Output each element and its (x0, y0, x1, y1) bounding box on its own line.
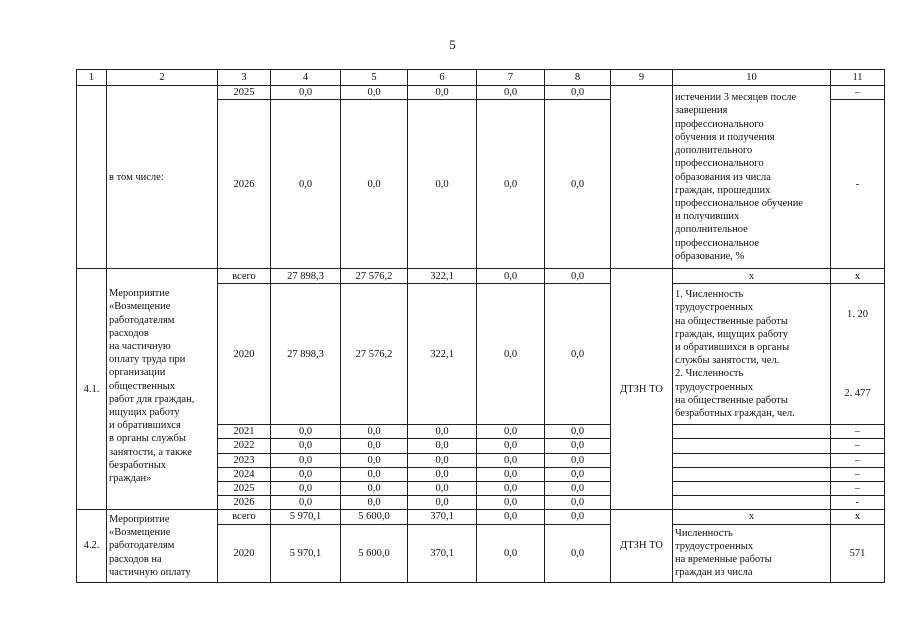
value-cell: 0,0 (477, 425, 545, 439)
year-cell: 2026 (218, 496, 271, 510)
indicator-text: Численность трудоустроенных на временные работы граждан из числа (673, 524, 831, 582)
value-cell: 5 970,1 (271, 524, 341, 582)
value-cell: 0,0 (408, 86, 477, 100)
indicator-text (673, 425, 831, 439)
value-cell: 0,0 (545, 510, 611, 524)
indicator-text: 1. Численность трудоустроенных на общественные работы граждан, ищущих работу и обратившихся в органы службы занятости, чел. 2. Численность трудоустроенных на общественные работы безработных граждан, чел. (673, 284, 831, 425)
indicator-value: – (831, 467, 885, 481)
header-cell: 3 (218, 70, 271, 86)
header-cell: 6 (408, 70, 477, 86)
value-cell: 0,0 (271, 86, 341, 100)
indicator-text (673, 439, 831, 453)
year-cell: 2020 (218, 284, 271, 425)
value-cell: 0,0 (341, 86, 408, 100)
value-cell: 5 600,0 (341, 510, 408, 524)
value-cell: 0,0 (477, 100, 545, 269)
event-description: Мероприятие «Возмещение работодателям расходов на частичную оплату (107, 510, 218, 582)
event-description: в том числе: (107, 86, 218, 269)
header-cell: 10 (673, 70, 831, 86)
year-cell: 2020 (218, 524, 271, 582)
header-cell: 7 (477, 70, 545, 86)
value-cell: 27 576,2 (341, 284, 408, 425)
value-cell: 0,0 (408, 482, 477, 496)
executor-cell: ДТЗН ТО (611, 510, 673, 582)
indicator-text (673, 482, 831, 496)
value-cell: 0,0 (341, 439, 408, 453)
value-cell: 0,0 (477, 439, 545, 453)
indicator-value: - (831, 496, 885, 510)
value-cell: 0,0 (408, 453, 477, 467)
year-cell: 2026 (218, 100, 271, 269)
value-cell: 27 898,3 (271, 284, 341, 425)
row-number-cell: 4.2. (77, 510, 107, 582)
year-cell: 2022 (218, 439, 271, 453)
header-cell: 1 (77, 70, 107, 86)
value-cell: 0,0 (477, 284, 545, 425)
indicator-value: x (831, 269, 885, 284)
year-cell: всего (218, 269, 271, 284)
header-cell: 4 (271, 70, 341, 86)
value-cell: 27 898,3 (271, 269, 341, 284)
value-cell: 0,0 (341, 100, 408, 269)
value-cell: 0,0 (341, 496, 408, 510)
value-cell: 322,1 (408, 284, 477, 425)
value-cell: 0,0 (408, 467, 477, 481)
year-cell: 2024 (218, 467, 271, 481)
value-cell: 0,0 (408, 496, 477, 510)
header-cell: 11 (831, 70, 885, 86)
value-cell: 322,1 (408, 269, 477, 284)
value-cell: 0,0 (545, 453, 611, 467)
value-cell: 0,0 (341, 425, 408, 439)
indicator-value: – (831, 482, 885, 496)
indicator-value: 571 (831, 524, 885, 582)
year-cell: 2025 (218, 482, 271, 496)
value-cell: 0,0 (408, 425, 477, 439)
indicator-text (673, 496, 831, 510)
header-row (77, 70, 885, 86)
value-cell: 0,0 (271, 496, 341, 510)
indicator-value: - (831, 100, 885, 269)
value-cell: 0,0 (341, 453, 408, 467)
value-cell: 0,0 (477, 453, 545, 467)
value-cell: 0,0 (545, 467, 611, 481)
row-number-cell: 4.1. (77, 269, 107, 510)
header-cell: 2 (107, 70, 218, 86)
value-cell: 0,0 (545, 524, 611, 582)
year-cell: 2021 (218, 425, 271, 439)
indicator-text: x (673, 510, 831, 524)
value-cell: 0,0 (477, 269, 545, 284)
executor-cell (611, 86, 673, 269)
value-cell: 0,0 (271, 482, 341, 496)
value-cell: 0,0 (477, 467, 545, 481)
indicator-text (673, 467, 831, 481)
value-cell: 0,0 (545, 269, 611, 284)
indicator-value: – (831, 86, 885, 100)
indicator-value: – (831, 425, 885, 439)
value-cell: 0,0 (477, 496, 545, 510)
value-cell: 0,0 (271, 453, 341, 467)
indicator-text: x (673, 269, 831, 284)
table-row (77, 510, 885, 524)
value-cell: 0,0 (271, 467, 341, 481)
value-cell: 0,0 (271, 100, 341, 269)
value-cell: 5 970,1 (271, 510, 341, 524)
value-cell: 0,0 (477, 524, 545, 582)
value-cell: 5 600,0 (341, 524, 408, 582)
value-cell: 370,1 (408, 524, 477, 582)
value-cell: 0,0 (271, 439, 341, 453)
program-table (76, 69, 885, 583)
value-cell: 27 576,2 (341, 269, 408, 284)
header-cell: 8 (545, 70, 611, 86)
value-cell: 0,0 (477, 482, 545, 496)
value-cell: 0,0 (545, 439, 611, 453)
indicator-text (673, 453, 831, 467)
indicator-value: 1. 20 2. 477 (831, 284, 885, 425)
value-cell: 0,0 (477, 86, 545, 100)
table-row (77, 269, 885, 284)
table-row (77, 86, 885, 100)
event-description: Мероприятие «Возмещение работодателям расходов на частичную оплату труда при организации общественных работ для граждан, ищущих работу и обратившихся в органы службы занятости, а также безработных граждан» (107, 269, 218, 510)
value-cell: 0,0 (545, 496, 611, 510)
value-cell: 0,0 (341, 467, 408, 481)
value-cell: 0,0 (477, 510, 545, 524)
value-cell: 0,0 (408, 439, 477, 453)
indicator-value: – (831, 439, 885, 453)
year-cell: всего (218, 510, 271, 524)
value-cell: 0,0 (545, 86, 611, 100)
indicator-value: – (831, 453, 885, 467)
page-number: 5 (449, 37, 456, 52)
value-cell: 0,0 (545, 100, 611, 269)
indicator-value: x (831, 510, 885, 524)
value-cell: 0,0 (408, 100, 477, 269)
indicator-text: истечении 3 месяцев после завершения профессионального обучения и получения дополнительного профессионального образования из числа граждан, прошедших профессиональное обучение и получивших дополнительное профессиональное образование, % (673, 86, 831, 269)
value-cell: 0,0 (545, 482, 611, 496)
value-cell: 0,0 (271, 425, 341, 439)
header-cell: 9 (611, 70, 673, 86)
value-cell: 370,1 (408, 510, 477, 524)
row-number-cell (77, 86, 107, 269)
year-cell: 2023 (218, 453, 271, 467)
executor-cell: ДТЗН ТО (611, 269, 673, 510)
header-cell: 5 (341, 70, 408, 86)
value-cell: 0,0 (545, 284, 611, 425)
value-cell: 0,0 (341, 482, 408, 496)
value-cell: 0,0 (545, 425, 611, 439)
year-cell: 2025 (218, 86, 271, 100)
